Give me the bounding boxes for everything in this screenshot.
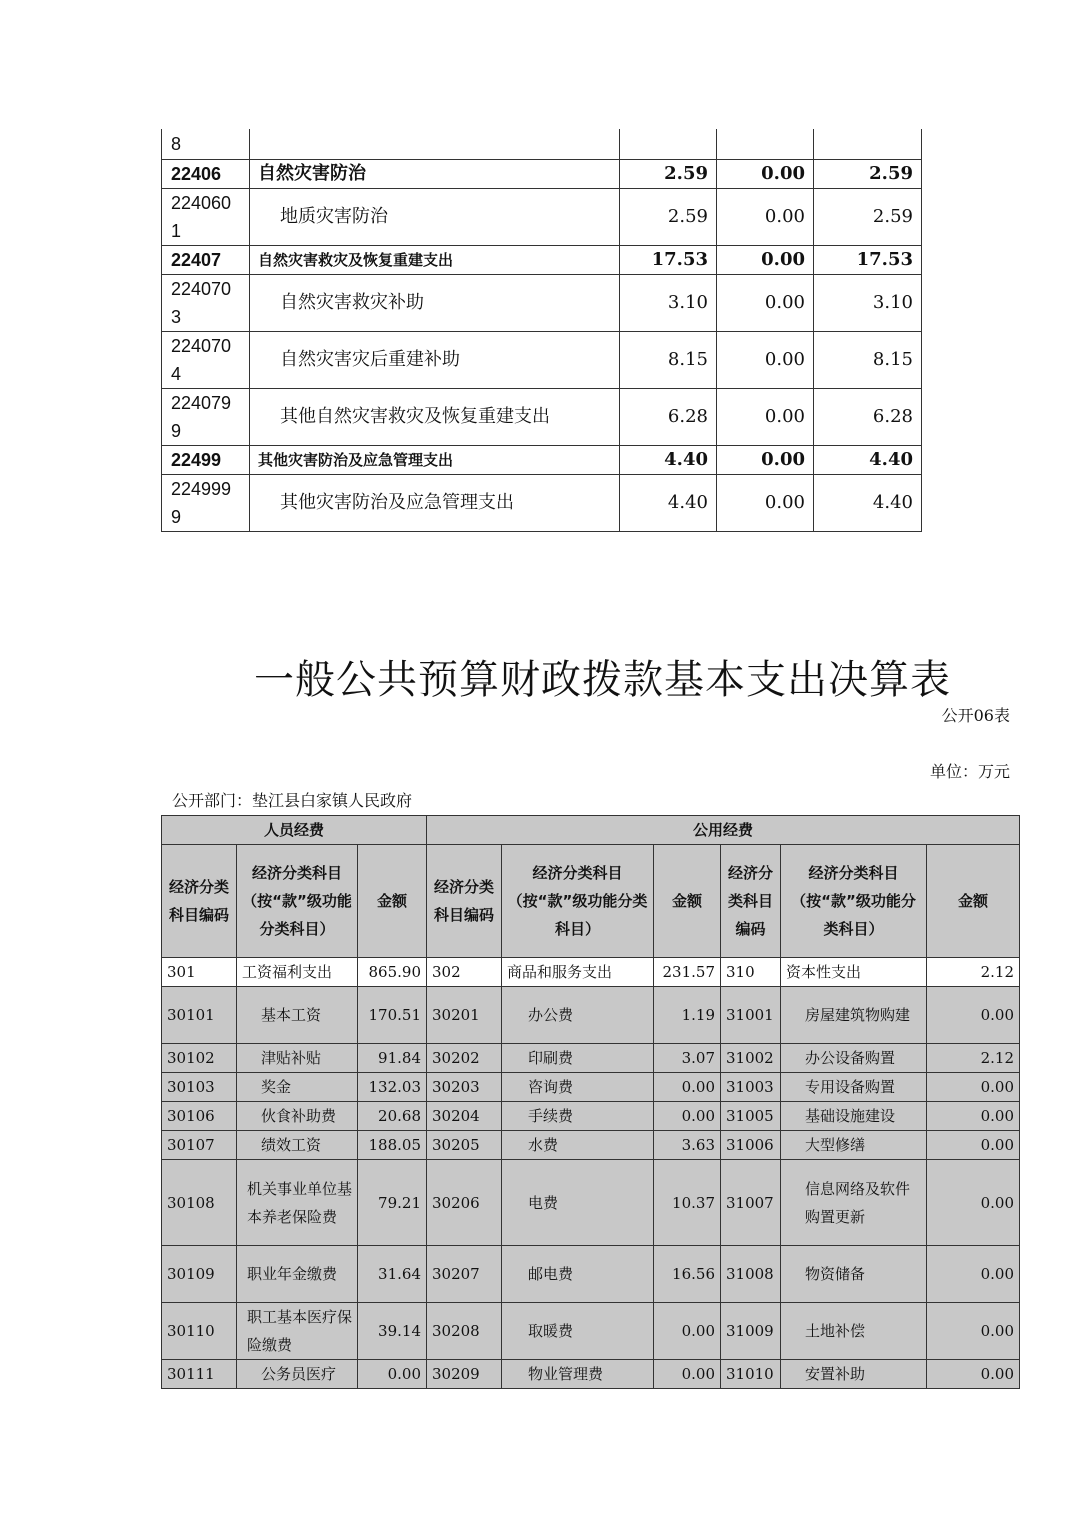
public-name: 电费 <box>502 1160 654 1246</box>
table-row <box>162 129 922 159</box>
personnel-name: 职业年金缴费 <box>237 1246 358 1303</box>
public-name: 咨询费 <box>502 1073 654 1102</box>
row-basic: 0.00 <box>717 474 814 531</box>
table-row <box>162 245 922 274</box>
public-name: 取暖费 <box>502 1303 654 1360</box>
capital-amount: 0.00 <box>927 1102 1020 1131</box>
row-code: 2240799 <box>162 388 250 445</box>
table-row <box>162 445 922 474</box>
code-header: 经济分类科目编码 <box>721 845 781 958</box>
personnel-code: 30103 <box>162 1073 237 1102</box>
personnel-amount: 39.14 <box>358 1303 427 1360</box>
personnel-code: 301 <box>162 958 237 987</box>
public-amount: 0.00 <box>654 1073 721 1102</box>
table-row <box>162 331 922 388</box>
capital-code: 31002 <box>721 1044 781 1073</box>
public-amount: 0.00 <box>654 1102 721 1131</box>
row-code: 2240703 <box>162 274 250 331</box>
public-code: 30201 <box>427 987 502 1044</box>
code-header: 经济分类科目编码 <box>427 845 502 958</box>
table-row <box>162 1160 1020 1246</box>
table-row <box>162 1246 1020 1303</box>
table-row <box>162 1044 1020 1073</box>
capital-name: 房屋建筑物购建 <box>781 987 927 1044</box>
unit-label: 单位：万元 <box>930 762 1011 781</box>
public-name: 手续费 <box>502 1102 654 1131</box>
name-header: 经济分类科目（按“款”级功能分类科目） <box>502 845 654 958</box>
row-code: 8 <box>162 129 250 159</box>
row-code: 22499 <box>162 445 250 474</box>
capital-name: 物资储备 <box>781 1246 927 1303</box>
capital-code: 310 <box>721 958 781 987</box>
capital-name: 安置补助 <box>781 1360 927 1389</box>
public-code: 30209 <box>427 1360 502 1389</box>
personnel-name: 奖金 <box>237 1073 358 1102</box>
public-amount: 0.00 <box>654 1303 721 1360</box>
row-total: 17.53 <box>620 245 717 274</box>
row-project: 17.53 <box>814 245 922 274</box>
row-name: 其他灾害防治及应急管理支出 <box>250 474 620 531</box>
row-project: 2.59 <box>814 159 922 188</box>
row-basic: 0.00 <box>717 274 814 331</box>
department-label: 公开部门：垫江县白家镇人民政府 <box>172 791 413 810</box>
row-basic: 0.00 <box>717 331 814 388</box>
row-project: 3.10 <box>814 274 922 331</box>
personnel-name: 绩效工资 <box>237 1131 358 1160</box>
personnel-name: 津贴补贴 <box>237 1044 358 1073</box>
row-total <box>620 129 717 159</box>
personnel-amount: 170.51 <box>358 987 427 1044</box>
row-code: 2249999 <box>162 474 250 531</box>
row-name: 自然灾害救灾补助 <box>250 274 620 331</box>
row-total: 8.15 <box>620 331 717 388</box>
row-name: 其他自然灾害救灾及恢复重建支出 <box>250 388 620 445</box>
row-name: 自然灾害灾后重建补助 <box>250 331 620 388</box>
row-total: 3.10 <box>620 274 717 331</box>
table-row <box>162 1303 1020 1360</box>
capital-code: 31010 <box>721 1360 781 1389</box>
capital-code: 31009 <box>721 1303 781 1360</box>
table-row <box>162 274 922 331</box>
public-code: 30206 <box>427 1160 502 1246</box>
row-name <box>250 129 620 159</box>
capital-name: 办公设备购置 <box>781 1044 927 1073</box>
table-row <box>162 1131 1020 1160</box>
row-basic: 0.00 <box>717 245 814 274</box>
capital-amount: 2.12 <box>927 1044 1020 1073</box>
personnel-code: 30108 <box>162 1160 237 1246</box>
row-project: 4.40 <box>814 445 922 474</box>
row-total: 2.59 <box>620 188 717 245</box>
table-row <box>162 474 922 531</box>
page-title: 一般公共预算财政拨款基本支出决算表 <box>254 657 951 703</box>
table-row <box>162 987 1020 1044</box>
capital-name: 信息网络及软件购置更新 <box>781 1160 927 1246</box>
public-amount: 0.00 <box>654 1360 721 1389</box>
table-row <box>162 388 922 445</box>
capital-code: 31008 <box>721 1246 781 1303</box>
name-header: 经济分类科目（按“款”级功能分类科目） <box>237 845 358 958</box>
public-code: 30207 <box>427 1246 502 1303</box>
row-total: 2.59 <box>620 159 717 188</box>
row-basic: 0.00 <box>717 445 814 474</box>
table-row <box>162 1360 1020 1389</box>
row-project <box>814 129 922 159</box>
personnel-name: 伙食补助费 <box>237 1102 358 1131</box>
amount-header: 金额 <box>654 845 721 958</box>
row-project: 6.28 <box>814 388 922 445</box>
capital-amount: 0.00 <box>927 1131 1020 1160</box>
capital-name: 土地补偿 <box>781 1303 927 1360</box>
capital-code: 31001 <box>721 987 781 1044</box>
table-row <box>162 159 922 188</box>
public-code: 30203 <box>427 1073 502 1102</box>
table-row <box>162 1102 1020 1131</box>
personnel-code: 30102 <box>162 1044 237 1073</box>
personnel-amount: 31.64 <box>358 1246 427 1303</box>
personnel-code: 30107 <box>162 1131 237 1160</box>
row-basic: 0.00 <box>717 388 814 445</box>
capital-amount: 0.00 <box>927 1360 1020 1389</box>
public-amount: 3.63 <box>654 1131 721 1160</box>
public-amount: 231.57 <box>654 958 721 987</box>
document-number: 公开06表 <box>941 706 1010 725</box>
capital-amount: 2.12 <box>927 958 1020 987</box>
personnel-code: 30110 <box>162 1303 237 1360</box>
row-name: 其他灾害防治及应急管理支出 <box>250 445 620 474</box>
row-project: 4.40 <box>814 474 922 531</box>
public-code: 302 <box>427 958 502 987</box>
personnel-code: 30101 <box>162 987 237 1044</box>
personnel-amount: 91.84 <box>358 1044 427 1073</box>
public-name: 印刷费 <box>502 1044 654 1073</box>
personnel-amount: 79.21 <box>358 1160 427 1246</box>
public-code: 30204 <box>427 1102 502 1131</box>
row-basic: 0.00 <box>717 159 814 188</box>
row-basic: 0.00 <box>717 188 814 245</box>
row-code: 2240704 <box>162 331 250 388</box>
amount-header: 金额 <box>927 845 1020 958</box>
row-project: 2.59 <box>814 188 922 245</box>
personnel-amount: 20.68 <box>358 1102 427 1131</box>
public-code: 30208 <box>427 1303 502 1360</box>
personnel-name: 公务员医疗 <box>237 1360 358 1389</box>
capital-amount: 0.00 <box>927 1073 1020 1102</box>
public-amount: 10.37 <box>654 1160 721 1246</box>
table-row <box>162 958 1020 987</box>
personnel-name: 机关事业单位基本养老保险费 <box>237 1160 358 1246</box>
capital-amount: 0.00 <box>927 1303 1020 1360</box>
personnel-name: 职工基本医疗保险缴费 <box>237 1303 358 1360</box>
personnel-name: 基本工资 <box>237 987 358 1044</box>
row-name: 自然灾害救灾及恢复重建支出 <box>250 245 620 274</box>
public-group-header: 公用经费 <box>427 816 1020 845</box>
public-name: 水费 <box>502 1131 654 1160</box>
personnel-code: 30109 <box>162 1246 237 1303</box>
public-code: 30202 <box>427 1044 502 1073</box>
capital-code: 31007 <box>721 1160 781 1246</box>
personnel-amount: 132.03 <box>358 1073 427 1102</box>
row-name: 地质灾害防治 <box>250 188 620 245</box>
personnel-group-header: 人员经费 <box>162 816 427 845</box>
public-name: 商品和服务支出 <box>502 958 654 987</box>
name-header: 经济分类科目（按“款”级功能分类科目） <box>781 845 927 958</box>
row-basic <box>717 129 814 159</box>
capital-name: 基础设施建设 <box>781 1102 927 1131</box>
row-code: 2240601 <box>162 188 250 245</box>
row-code: 22407 <box>162 245 250 274</box>
capital-name: 大型修缮 <box>781 1131 927 1160</box>
personnel-amount: 865.90 <box>358 958 427 987</box>
public-code: 30205 <box>427 1131 502 1160</box>
capital-name: 专用设备购置 <box>781 1073 927 1102</box>
table-row <box>162 188 922 245</box>
capital-amount: 0.00 <box>927 1160 1020 1246</box>
public-amount: 3.07 <box>654 1044 721 1073</box>
top-expenditure-table <box>161 129 922 532</box>
personnel-amount: 188.05 <box>358 1131 427 1160</box>
public-amount: 16.56 <box>654 1246 721 1303</box>
capital-amount: 0.00 <box>927 1246 1020 1303</box>
capital-amount: 0.00 <box>927 987 1020 1044</box>
personnel-code: 30106 <box>162 1102 237 1131</box>
capital-code: 31005 <box>721 1102 781 1131</box>
row-project: 8.15 <box>814 331 922 388</box>
public-name: 物业管理费 <box>502 1360 654 1389</box>
personnel-amount: 0.00 <box>358 1360 427 1389</box>
row-name: 自然灾害防治 <box>250 159 620 188</box>
capital-code: 31006 <box>721 1131 781 1160</box>
public-name: 邮电费 <box>502 1246 654 1303</box>
code-header: 经济分类科目编码 <box>162 845 237 958</box>
amount-header: 金额 <box>358 845 427 958</box>
row-total: 4.40 <box>620 474 717 531</box>
public-amount: 1.19 <box>654 987 721 1044</box>
table-row <box>162 1073 1020 1102</box>
public-name: 办公费 <box>502 987 654 1044</box>
capital-code: 31003 <box>721 1073 781 1102</box>
row-total: 6.28 <box>620 388 717 445</box>
personnel-code: 30111 <box>162 1360 237 1389</box>
row-code: 22406 <box>162 159 250 188</box>
capital-name: 资本性支出 <box>781 958 927 987</box>
row-total: 4.40 <box>620 445 717 474</box>
basic-expenditure-table <box>161 815 1020 1389</box>
personnel-name: 工资福利支出 <box>237 958 358 987</box>
